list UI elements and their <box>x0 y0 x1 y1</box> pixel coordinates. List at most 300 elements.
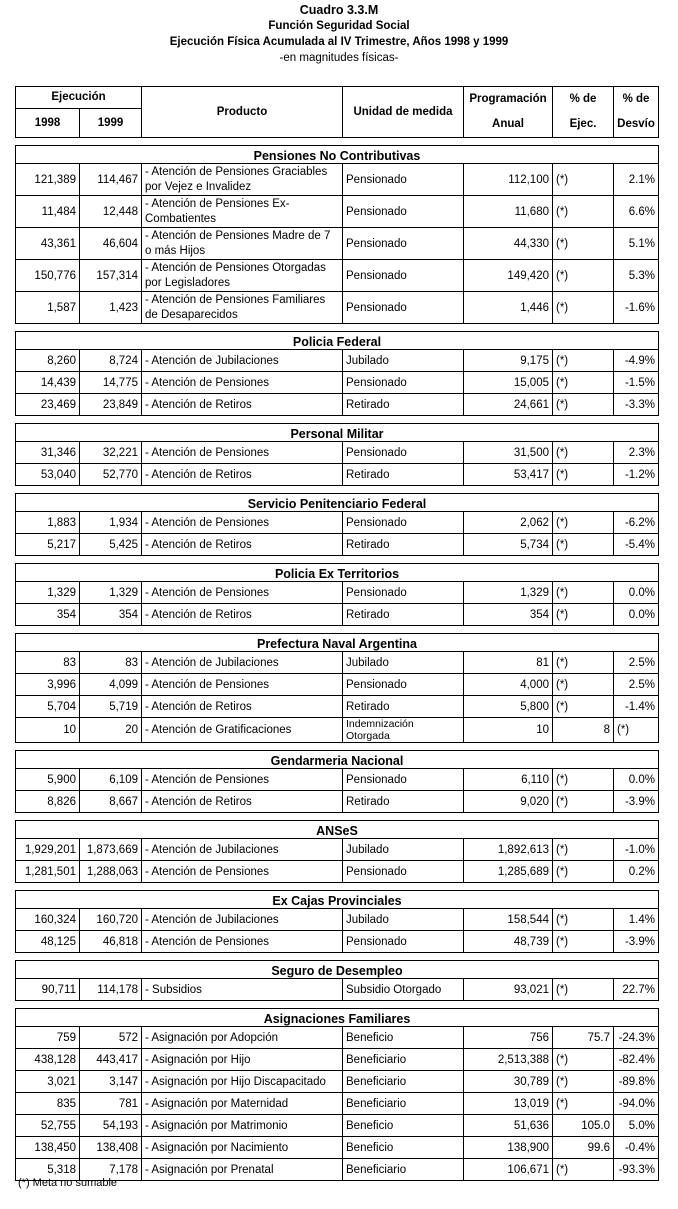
cell-unidad: Retirado <box>343 696 464 718</box>
cell-pct-ejec: (*) <box>553 372 614 394</box>
cell-pct-desvio: 2.5% <box>614 674 659 696</box>
cell-programacion: 30,789 <box>464 1071 553 1093</box>
table-row <box>16 791 659 813</box>
cell-pct-desvio: 2.1% <box>614 164 659 196</box>
cell-1999: 160,720 <box>80 909 142 931</box>
cell-unidad: Pensionado <box>343 164 464 196</box>
table-row <box>16 1049 659 1071</box>
cell-pct-ejec: (*) <box>553 696 614 718</box>
cell-1998: 83 <box>16 652 80 674</box>
cell-pct-desvio: -1.0% <box>614 839 659 861</box>
cell-pct-ejec: (*) <box>553 1049 614 1071</box>
section-title: Gendarmeria Nacional <box>16 751 659 769</box>
cell-1998: 835 <box>16 1093 80 1115</box>
table-row <box>16 350 659 372</box>
cell-1999: 1,934 <box>80 512 142 534</box>
table-number: Cuadro 3.3.M <box>299 3 379 17</box>
cell-1999: 54,193 <box>80 1115 142 1137</box>
table-row <box>16 1071 659 1093</box>
cell-pct-desvio: 0.0% <box>614 604 659 626</box>
cell-pct-ejec: (*) <box>553 1159 614 1181</box>
cell-programacion: 1,285,689 <box>464 861 553 883</box>
header-year-1998: 1998 <box>16 108 80 137</box>
cell-1999: 23,849 <box>80 394 142 416</box>
cell-pct-desvio: 2.5% <box>614 652 659 674</box>
cell-pct-desvio: 0.0% <box>614 582 659 604</box>
table-row <box>16 769 659 791</box>
cell-1998: 759 <box>16 1027 80 1049</box>
cell-1998: 1,587 <box>16 292 80 324</box>
cell-1998: 5,318 <box>16 1159 80 1181</box>
cell-pct-desvio: 2.3% <box>614 442 659 464</box>
section-header <box>16 332 659 350</box>
cell-pct-ejec: (*) <box>553 260 614 292</box>
cell-pct-desvio: -89.8% <box>614 1071 659 1093</box>
section-title: Policia Ex Territorios <box>16 564 659 582</box>
cell-1999: 114,467 <box>80 164 142 196</box>
cell-producto: - Atención de Jubilaciones <box>142 350 343 372</box>
table-row <box>16 1027 659 1049</box>
cell-pct-ejec: (*) <box>553 909 614 931</box>
cell-unidad: Beneficio <box>343 1027 464 1049</box>
cell-pct-desvio: 1.4% <box>614 909 659 931</box>
header-year-1999: 1999 <box>80 108 142 137</box>
cell-1999: 1,873,669 <box>80 839 142 861</box>
table-row <box>16 1093 659 1115</box>
cell-programacion: 11,680 <box>464 196 553 228</box>
cell-unidad: Pensionado <box>343 769 464 791</box>
cell-producto: - Atención de Pensiones Familiares de Desaparecidos <box>142 292 343 324</box>
cell-1998: 10 <box>16 718 80 743</box>
cell-programacion: 93,021 <box>464 979 553 1001</box>
cell-1999: 781 <box>80 1093 142 1115</box>
cell-1999: 114,178 <box>80 979 142 1001</box>
cell-unidad: Beneficio <box>343 1137 464 1159</box>
cell-pct-ejec: (*) <box>553 861 614 883</box>
header-unidad: Unidad de medida <box>343 87 464 138</box>
cell-1999: 8,724 <box>80 350 142 372</box>
cell-pct-desvio: 6.6% <box>614 196 659 228</box>
cell-producto: - Atención de Jubilaciones <box>142 839 343 861</box>
report-title: Ejecución Física Acumulada al IV Trimestre, Años 1998 y 1999 <box>169 36 509 48</box>
cell-unidad: Pensionado <box>343 582 464 604</box>
cell-1999: 138,408 <box>80 1137 142 1159</box>
cell-unidad: Pensionado <box>343 674 464 696</box>
header-pct-ejec-line1: % de <box>569 93 597 105</box>
cell-pct-ejec: 75.7 <box>553 1027 614 1049</box>
cell-unidad: Pensionado <box>343 861 464 883</box>
cell-unidad: Retirado <box>343 464 464 486</box>
cell-programacion: 4,000 <box>464 674 553 696</box>
cell-pct-ejec: (*) <box>553 652 614 674</box>
cell-unidad: Retirado <box>343 534 464 556</box>
cell-pct-ejec: (*) <box>553 582 614 604</box>
cell-programacion: 5,734 <box>464 534 553 556</box>
cell-1998: 438,128 <box>16 1049 80 1071</box>
cell-pct-desvio: -0.4% <box>614 1137 659 1159</box>
cell-1999: 5,719 <box>80 696 142 718</box>
header-ejecucion: Ejecución <box>16 87 142 109</box>
cell-producto: - Asignación por Adopción <box>142 1027 343 1049</box>
table-row <box>16 674 659 696</box>
header-pct-ejec <box>553 87 614 138</box>
cell-pct-ejec: 8 <box>553 718 614 743</box>
cell-unidad: Pensionado <box>343 196 464 228</box>
cell-1998: 8,260 <box>16 350 80 372</box>
cell-producto: - Atención de Pensiones <box>142 582 343 604</box>
cell-pct-ejec: (*) <box>553 839 614 861</box>
cell-programacion: 13,019 <box>464 1093 553 1115</box>
cell-1999: 1,329 <box>80 582 142 604</box>
cell-1998: 3,021 <box>16 1071 80 1093</box>
section-header <box>16 1009 659 1027</box>
table-body <box>16 138 659 1181</box>
cell-unidad: Pensionado <box>343 260 464 292</box>
cell-programacion: 2,513,388 <box>464 1049 553 1071</box>
spacer-cell <box>16 626 659 634</box>
cell-1998: 52,755 <box>16 1115 80 1137</box>
cell-pct-ejec: (*) <box>553 769 614 791</box>
table-row <box>16 372 659 394</box>
section-spacer <box>16 324 659 332</box>
cell-1999: 6,109 <box>80 769 142 791</box>
cell-programacion: 31,500 <box>464 442 553 464</box>
table-row <box>16 839 659 861</box>
cell-pct-ejec: (*) <box>553 674 614 696</box>
cell-producto: - Atención de Retiros <box>142 394 343 416</box>
cell-unidad: Jubilado <box>343 652 464 674</box>
table-row <box>16 909 659 931</box>
cell-pct-ejec: (*) <box>553 1093 614 1115</box>
cell-unidad: Retirado <box>343 791 464 813</box>
cell-programacion: 1,446 <box>464 292 553 324</box>
cell-unidad: Subsidio Otorgado <box>343 979 464 1001</box>
cell-1998: 5,704 <box>16 696 80 718</box>
spacer-cell <box>16 953 659 961</box>
cell-pct-desvio: 5.1% <box>614 228 659 260</box>
cell-pct-desvio: -94.0% <box>614 1093 659 1115</box>
section-title: Pensiones No Contributivas <box>16 146 659 164</box>
cell-1998: 31,346 <box>16 442 80 464</box>
cell-programacion: 44,330 <box>464 228 553 260</box>
cell-pct-desvio: -1.2% <box>614 464 659 486</box>
cell-producto: - Atención de Retiros <box>142 534 343 556</box>
cell-1999: 14,775 <box>80 372 142 394</box>
cell-producto: - Atención de Pensiones <box>142 769 343 791</box>
cell-unidad: Beneficio <box>343 1115 464 1137</box>
cell-producto: - Atención de Retiros <box>142 696 343 718</box>
cell-pct-ejec: (*) <box>553 604 614 626</box>
cell-unidad: Pensionado <box>343 372 464 394</box>
cell-pct-desvio: -5.4% <box>614 534 659 556</box>
cell-pct-ejec: (*) <box>553 228 614 260</box>
cell-1999: 8,667 <box>80 791 142 813</box>
cell-pct-ejec: (*) <box>553 464 614 486</box>
cell-1998: 354 <box>16 604 80 626</box>
section-header <box>16 751 659 769</box>
section-spacer <box>16 138 659 146</box>
cell-1998: 1,883 <box>16 512 80 534</box>
cell-programacion: 5,800 <box>464 696 553 718</box>
section-spacer <box>16 813 659 821</box>
cell-producto: - Atención de Pensiones <box>142 861 343 883</box>
cell-pct-desvio: 0.2% <box>614 861 659 883</box>
cell-1998: 3,996 <box>16 674 80 696</box>
section-spacer <box>16 626 659 634</box>
cell-pct-ejec: (*) <box>553 442 614 464</box>
spacer-cell <box>16 416 659 424</box>
cell-pct-desvio: -1.6% <box>614 292 659 324</box>
cell-producto: - Atención de Pensiones <box>142 372 343 394</box>
header-pct-desvio-line1: % de <box>622 93 650 105</box>
cell-1999: 157,314 <box>80 260 142 292</box>
table-row <box>16 696 659 718</box>
section-spacer <box>16 743 659 751</box>
cell-unidad: Pensionado <box>343 512 464 534</box>
cell-1999: 4,099 <box>80 674 142 696</box>
cell-1998: 121,389 <box>16 164 80 196</box>
cell-programacion: 9,020 <box>464 791 553 813</box>
section-spacer <box>16 486 659 494</box>
section-title: Personal Militar <box>16 424 659 442</box>
cell-1999: 1,423 <box>80 292 142 324</box>
cell-unidad: Pensionado <box>343 228 464 260</box>
cell-1999: 52,770 <box>80 464 142 486</box>
table-row <box>16 604 659 626</box>
spacer-cell <box>16 324 659 332</box>
cell-pct-desvio: -3.9% <box>614 931 659 953</box>
cell-unidad: Beneficiario <box>343 1093 464 1115</box>
cell-pct-ejec: (*) <box>553 1071 614 1093</box>
cell-producto: - Atención de Gratificaciones <box>142 718 343 743</box>
cell-pct-ejec: (*) <box>553 512 614 534</box>
function-title: Función Seguridad Social <box>268 20 410 32</box>
header-programacion-line1: Programación <box>469 93 547 105</box>
cell-producto: - Atención de Pensiones <box>142 674 343 696</box>
cell-producto: - Atención de Jubilaciones <box>142 909 343 931</box>
header-pct-desvio-line2: Desvío <box>617 118 655 130</box>
cell-pct-desvio: 5.0% <box>614 1115 659 1137</box>
cell-pct-ejec: (*) <box>553 164 614 196</box>
cell-pct-desvio: -1.5% <box>614 372 659 394</box>
cell-pct-ejec: (*) <box>553 394 614 416</box>
cell-pct-desvio: -24.3% <box>614 1027 659 1049</box>
section-title: ANSeS <box>16 821 659 839</box>
table-row <box>16 442 659 464</box>
cell-pct-ejec: (*) <box>553 292 614 324</box>
table-row <box>16 534 659 556</box>
section-header <box>16 494 659 512</box>
table-row <box>16 652 659 674</box>
cell-programacion: 53,417 <box>464 464 553 486</box>
spacer-cell <box>16 138 659 146</box>
section-spacer <box>16 556 659 564</box>
cell-pct-ejec: (*) <box>553 791 614 813</box>
table-row <box>16 394 659 416</box>
cell-pct-ejec: (*) <box>553 350 614 372</box>
cell-producto: - Asignación por Nacimiento <box>142 1137 343 1159</box>
cell-1998: 23,469 <box>16 394 80 416</box>
cell-producto: - Atención de Retiros <box>142 604 343 626</box>
cell-programacion: 10 <box>464 718 553 743</box>
cell-programacion: 51,636 <box>464 1115 553 1137</box>
cell-pct-desvio: 22.7% <box>614 979 659 1001</box>
cell-1998: 5,217 <box>16 534 80 556</box>
header-programacion-line2: Anual <box>492 118 524 130</box>
cell-programacion: 1,892,613 <box>464 839 553 861</box>
spacer-cell <box>16 813 659 821</box>
section-header <box>16 821 659 839</box>
cell-producto: - Asignación por Maternidad <box>142 1093 343 1115</box>
section-header <box>16 891 659 909</box>
cell-producto: - Subsidios <box>142 979 343 1001</box>
cell-1998: 160,324 <box>16 909 80 931</box>
table-row <box>16 196 659 228</box>
cell-pct-ejec: (*) <box>553 196 614 228</box>
section-header <box>16 961 659 979</box>
table-row <box>16 260 659 292</box>
cell-producto: - Atención de Pensiones <box>142 931 343 953</box>
section-title: Ex Cajas Provinciales <box>16 891 659 909</box>
cell-unidad: Indemnización Otorgada <box>343 718 464 743</box>
table-row <box>16 164 659 196</box>
cell-producto: - Asignación por Matrimonio <box>142 1115 343 1137</box>
cell-1998: 150,776 <box>16 260 80 292</box>
cell-programacion: 6,110 <box>464 769 553 791</box>
cell-unidad: Pensionado <box>343 931 464 953</box>
cell-pct-desvio: -93.3% <box>614 1159 659 1181</box>
cell-programacion: 2,062 <box>464 512 553 534</box>
cell-pct-desvio: -3.3% <box>614 394 659 416</box>
cell-pct-desvio: 0.0% <box>614 769 659 791</box>
cell-1999: 32,221 <box>80 442 142 464</box>
cell-unidad: Retirado <box>343 394 464 416</box>
cell-pct-desvio: -1.4% <box>614 696 659 718</box>
cell-producto: - Atención de Pensiones Ex-Combatientes <box>142 196 343 228</box>
table-row <box>16 464 659 486</box>
cell-unidad: Jubilado <box>343 909 464 931</box>
section-title: Servicio Penitenciario Federal <box>16 494 659 512</box>
spacer-cell <box>16 1001 659 1009</box>
cell-1999: 572 <box>80 1027 142 1049</box>
cell-producto: - Asignación por Hijo <box>142 1049 343 1071</box>
cell-1998: 138,450 <box>16 1137 80 1159</box>
section-title: Policia Federal <box>16 332 659 350</box>
spacer-cell <box>16 743 659 751</box>
cell-programacion: 138,900 <box>464 1137 553 1159</box>
spacer-cell <box>16 556 659 564</box>
cell-producto: - Atención de Pensiones Madre de 7 o más Hijos <box>142 228 343 260</box>
cell-1999: 354 <box>80 604 142 626</box>
cell-unidad: Jubilado <box>343 839 464 861</box>
table-row <box>16 582 659 604</box>
cell-unidad: Beneficiario <box>343 1159 464 1181</box>
table-row <box>16 979 659 1001</box>
table-row <box>16 861 659 883</box>
cell-1998: 5,900 <box>16 769 80 791</box>
cell-pct-desvio: -3.9% <box>614 791 659 813</box>
cell-pct-ejec: (*) <box>553 931 614 953</box>
table-row <box>16 1115 659 1137</box>
cell-programacion: 354 <box>464 604 553 626</box>
cell-programacion: 24,661 <box>464 394 553 416</box>
cell-1999: 83 <box>80 652 142 674</box>
spacer-cell <box>16 486 659 494</box>
cell-pct-ejec: 105.0 <box>553 1115 614 1137</box>
cell-1999: 443,417 <box>80 1049 142 1071</box>
cell-unidad: Pensionado <box>343 442 464 464</box>
header-programacion <box>464 87 553 138</box>
cell-producto: - Atención de Retiros <box>142 464 343 486</box>
cell-unidad: Pensionado <box>343 292 464 324</box>
cell-1999: 1,288,063 <box>80 861 142 883</box>
cell-pct-desvio: -4.9% <box>614 350 659 372</box>
cell-programacion: 106,671 <box>464 1159 553 1181</box>
cell-programacion: 81 <box>464 652 553 674</box>
footnote: (*) Meta no sumable <box>18 1177 118 1189</box>
section-title: Prefectura Naval Argentina <box>16 634 659 652</box>
cell-1999: 3,147 <box>80 1071 142 1093</box>
spacer-cell <box>16 883 659 891</box>
cell-producto: - Atención de Jubilaciones <box>142 652 343 674</box>
section-header <box>16 146 659 164</box>
table-row <box>16 292 659 324</box>
header-producto: Producto <box>142 87 343 138</box>
section-spacer <box>16 416 659 424</box>
cell-1999: 46,604 <box>80 228 142 260</box>
header-pct-desvio <box>614 87 659 138</box>
cell-1999: 12,448 <box>80 196 142 228</box>
cell-pct-desvio: 5.3% <box>614 260 659 292</box>
cell-programacion: 9,175 <box>464 350 553 372</box>
table-row <box>16 228 659 260</box>
cell-1998: 11,484 <box>16 196 80 228</box>
report-titles <box>0 2 678 66</box>
cell-pct-desvio: (*) <box>614 718 659 743</box>
cell-1999: 20 <box>80 718 142 743</box>
cell-unidad: Retirado <box>343 604 464 626</box>
section-title: Seguro de Desempleo <box>16 961 659 979</box>
cell-producto: - Atención de Retiros <box>142 791 343 813</box>
cell-pct-desvio: -6.2% <box>614 512 659 534</box>
cell-pct-ejec: 99.6 <box>553 1137 614 1159</box>
cell-producto: - Atención de Pensiones <box>142 512 343 534</box>
cell-programacion: 756 <box>464 1027 553 1049</box>
cell-unidad: Beneficiario <box>343 1049 464 1071</box>
table-row <box>16 512 659 534</box>
cell-producto: - Atención de Pensiones <box>142 442 343 464</box>
cell-1998: 43,361 <box>16 228 80 260</box>
cell-pct-desvio: -82.4% <box>614 1049 659 1071</box>
cell-programacion: 48,739 <box>464 931 553 953</box>
section-title: Asignaciones Familiares <box>16 1009 659 1027</box>
cell-programacion: 112,100 <box>464 164 553 196</box>
cell-programacion: 158,544 <box>464 909 553 931</box>
cell-producto: - Atención de Pensiones Otorgadas por Legisladores <box>142 260 343 292</box>
cell-unidad: Beneficiario <box>343 1071 464 1093</box>
header-pct-ejec-line2: Ejec. <box>569 118 597 130</box>
cell-1999: 5,425 <box>80 534 142 556</box>
cell-programacion: 1,329 <box>464 582 553 604</box>
cell-unidad: Jubilado <box>343 350 464 372</box>
cell-1998: 1,329 <box>16 582 80 604</box>
cell-1999: 7,178 <box>80 1159 142 1181</box>
cell-programacion: 149,420 <box>464 260 553 292</box>
cell-1998: 14,439 <box>16 372 80 394</box>
table-row <box>16 1137 659 1159</box>
section-header <box>16 424 659 442</box>
table-row <box>16 931 659 953</box>
